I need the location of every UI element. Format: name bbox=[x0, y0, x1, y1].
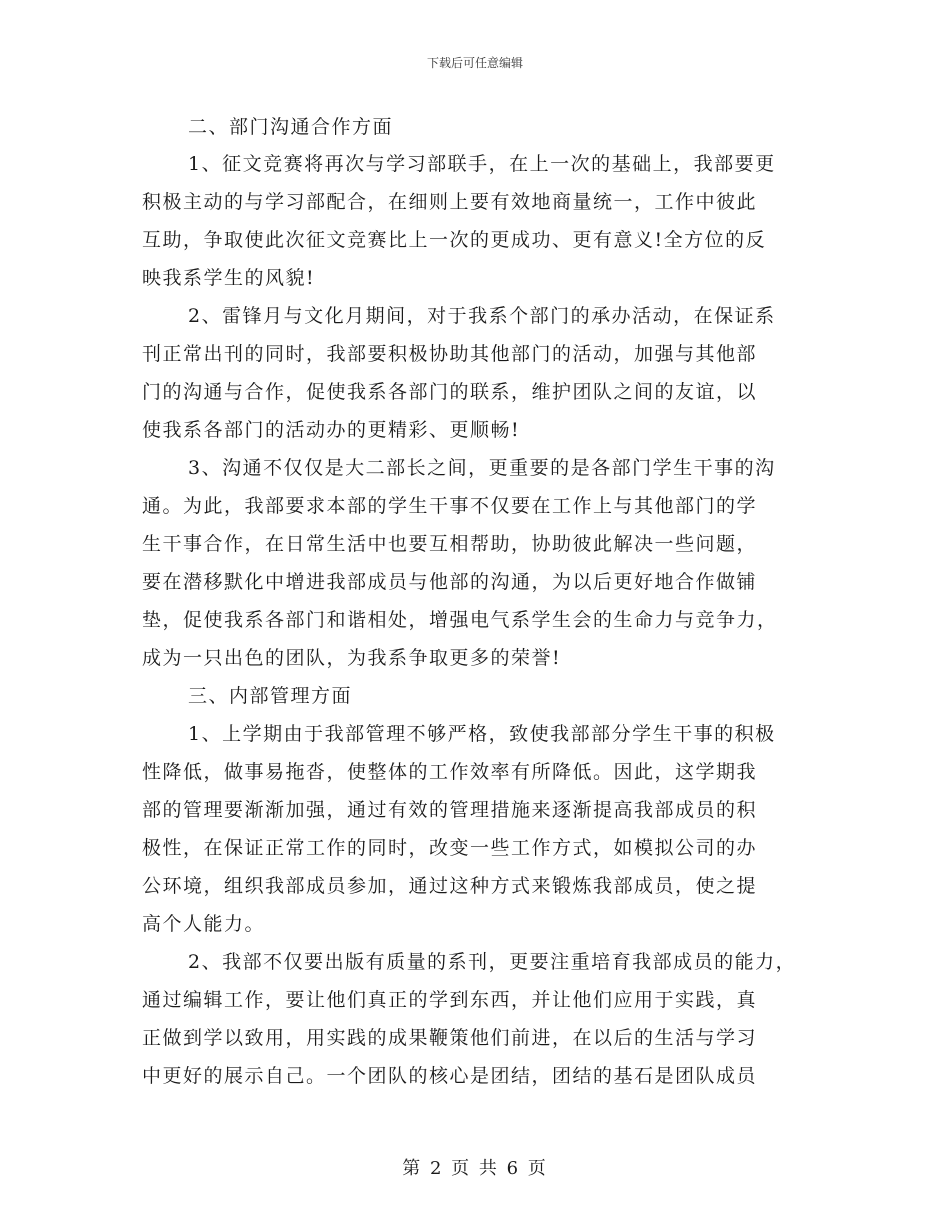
paragraph-line: 垫，促使我系各部门和谐相处，增强电气系学生会的生命力与竞争力， bbox=[142, 609, 778, 631]
paragraph-line: 正做到学以致用，用实践的成果鞭策他们前进，在以后的生活与学习 bbox=[142, 1027, 758, 1049]
paragraph-line: 2、雷锋月与文化月期间，对于我系个部门的承办活动，在保证系 bbox=[188, 305, 776, 327]
paragraph-line: 刊正常出刊的同时，我部要积极协助其他部门的活动，加强与其他部 bbox=[142, 343, 758, 365]
paragraph-line: 生干事合作，在日常生活中也要互相帮助，协助彼此解决一些问题， bbox=[142, 533, 758, 555]
paragraph-line: 积极主动的与学习部配合，在细则上要有效地商量统一，工作中彼此 bbox=[142, 191, 758, 213]
section-heading: 二、部门沟通合作方面 bbox=[188, 116, 394, 138]
paragraph-line: 通。为此，我部要求本部的学生干事不仅要在工作上与其他部门的学 bbox=[142, 495, 758, 517]
section-heading: 三、内部管理方面 bbox=[188, 685, 353, 707]
paragraph-line: 映我系学生的风貌! bbox=[142, 267, 316, 289]
paragraph-line: 互助，争取使此次征文竞赛比上一次的更成功、更有意义!全方位的反 bbox=[142, 229, 767, 251]
paragraph-line: 1、上学期由于我部管理不够严格，致使我部部分学生干事的积极 bbox=[188, 723, 776, 745]
paragraph-line: 高个人能力。 bbox=[142, 913, 266, 935]
paragraph-line: 使我系各部门的活动办的更精彩、更顺畅! bbox=[142, 419, 521, 441]
paragraph-line: 通过编辑工作，要让他们真正的学到东西，并让他们应用于实践，真 bbox=[142, 989, 758, 1011]
header-note: 下载后可任意编辑 bbox=[426, 56, 523, 70]
paragraph-line: 门的沟通与合作，促使我系各部门的联系，维护团队之间的友谊，以 bbox=[142, 381, 758, 403]
paragraph-line: 性降低，做事易拖沓，使整体的工作效率有所降低。因此，这学期我 bbox=[142, 761, 758, 783]
paragraph-line: 要在潜移默化中增进我部成员与他部的沟通，为以后更好地合作做铺 bbox=[142, 571, 758, 593]
page-number: 第 2 页 共 6 页 bbox=[402, 1158, 548, 1179]
paragraph-line: 公环境，组织我部成员参加，通过这种方式来锻炼我部成员，使之提 bbox=[142, 875, 758, 897]
paragraph-line: 3、沟通不仅仅是大二部长之间，更重要的是各部门学生干事的沟 bbox=[188, 457, 776, 479]
paragraph-line: 极性，在保证正常工作的同时，改变一些工作方式，如模拟公司的办 bbox=[142, 837, 758, 859]
paragraph-line: 1、征文竞赛将再次与学习部联手，在上一次的基础上，我部要更 bbox=[188, 153, 776, 175]
paragraph-line: 部的管理要渐渐加强，通过有效的管理措施来逐渐提高我部成员的积 bbox=[142, 799, 758, 821]
paragraph-line: 中更好的展示自己。一个团队的核心是团结，团结的基石是团队成员 bbox=[142, 1065, 758, 1087]
paragraph-line: 2、我部不仅要出版有质量的系刊，更要注重培育我部成员的能力， bbox=[188, 951, 797, 973]
paragraph-line: 成为一只出色的团队，为我系争取更多的荣誉! bbox=[142, 647, 562, 669]
